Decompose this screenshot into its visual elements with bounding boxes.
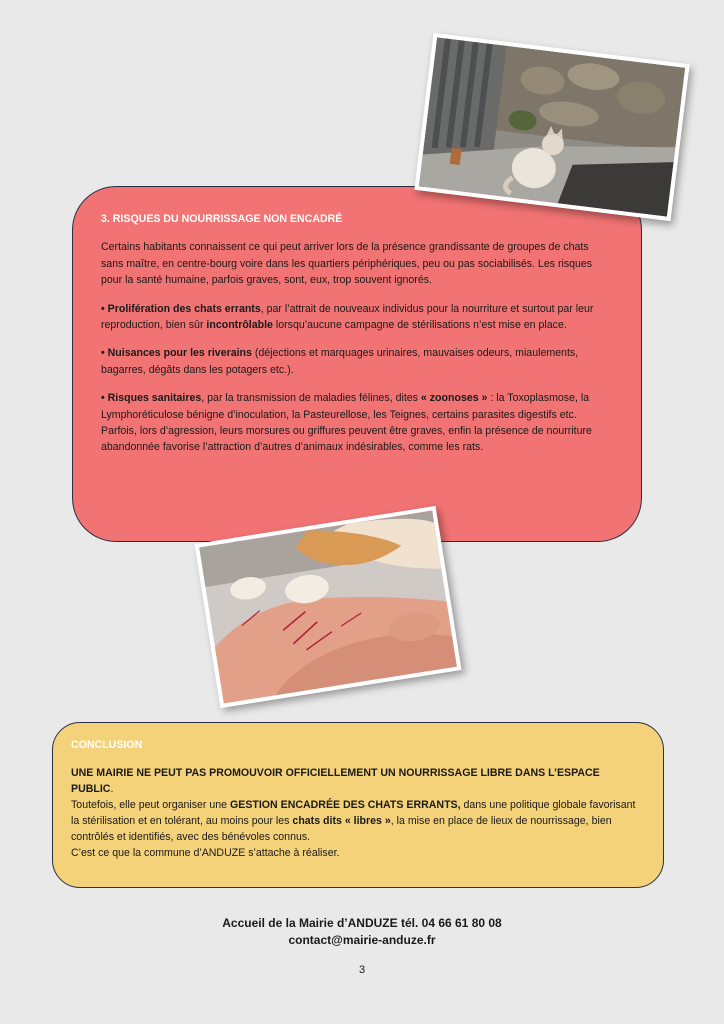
risk-item-nuisances-text: (déjections et marquages urinaires, mauvaises odeurs, miaulements, bagarres, dégâts dans les potagers etc.). [101, 347, 579, 376]
risk-item-nuisances-prefix: • [101, 347, 108, 360]
risk-item-nuisances-title: Nuisances pour les riverains [107, 347, 252, 360]
risk-item-sanitary-title: Risques sanitaires [107, 392, 202, 405]
risk-item-sanitary-prefix: • [101, 392, 108, 405]
risk-item-sanitary-emphasis: « zoonoses » [420, 392, 488, 405]
footer-phone-line: Accueil de la Mairie d’ANDUZE tél. 04 66 61 80 08 [222, 916, 502, 930]
risks-heading: 3. RISQUES DU NOURRISSAGE NON ENCADRÉ [101, 213, 343, 225]
conclusion-section [52, 722, 664, 888]
risk-item-proliferation-emphasis: incontrôlable [206, 319, 273, 332]
conclusion-lead [71, 765, 645, 797]
footer-contact [0, 915, 724, 949]
cat-street-photo [414, 33, 689, 221]
risk-item-proliferation-prefix: • [101, 302, 108, 315]
risk-item-proliferation-text: , par l’attrait de nouveaux individus pour la nourriture et surtout par leur reproduction, bien sûr [101, 302, 594, 332]
conclusion-managed-strays: GESTION ENCADRÉE DES CHATS ERRANTS, [230, 799, 461, 811]
risk-item-sanitary-text: , par la transmission de maladies félines, dites [201, 392, 421, 405]
risk-item-nuisances [101, 345, 613, 378]
conclusion-lead-text: UNE MAIRIE NE PEUT PAS PROMOUVOIR OFFICIELLEMENT UN NOURRISSAGE LIBRE DANS L’ESPACE PUBLIC [71, 767, 600, 795]
risk-item-proliferation-title: Prolifération des chats errants [107, 302, 261, 315]
conclusion-lead-period: . [110, 783, 114, 795]
conclusion-paragraph-part-3: , la mise en place de lieux de nourrissage, bien contrôlés et identifiés, avec des bénévoles connus. [71, 815, 612, 843]
footer-email[interactable]: contact@mairie-anduze.fr [288, 933, 436, 947]
conclusion-heading: CONCLUSION [71, 739, 143, 751]
scratched-hand-illustration [199, 511, 457, 704]
conclusion-free-cats: chats dits « libres » [292, 815, 391, 827]
risks-intro: Certains habitants connaissent ce qui peut arriver lors de la présence grandissante de groupes de chats sans maître, en centre-bourg voire dans les quartiers périphériques, peu ou pas sociabilisés. Les risques pour la santé humaine, parfois graves, sont, eux, trop souvent ignorés. [101, 241, 593, 287]
risk-item-sanitary-text-end: : la Toxoplasmose, la Lymphoréticulose bénigne d’inoculation, la Pasteurellose, les Teignes, certains parasites digestifs etc. Parfois, lors d’agression, leurs morsures ou griffures peuvent être graves, enfin la présence de nourriture abandonnée favorise l’attraction d’autres d’animaux indésirables, comme les rats. [101, 392, 592, 454]
risks-section [72, 186, 642, 542]
conclusion-closing: C’est ce que la commune d’ANDUZE s’attache à réaliser. [71, 847, 340, 859]
conclusion-paragraph-part-1: Toutefois, elle peut organiser une [71, 799, 231, 811]
conclusion-paragraph [71, 797, 645, 845]
risk-item-proliferation [101, 301, 613, 334]
conclusion-paragraph-part-2: dans une politique globale favorisant la stérilisation et en tolérant, au moins pour les [71, 799, 636, 827]
cat-street-illustration [419, 37, 685, 216]
risk-item-proliferation-text-end: lorsqu’aucune campagne de stérilisations n’est mise en place. [272, 319, 567, 332]
page-number: 3 [358, 964, 366, 976]
risk-item-sanitary [101, 390, 613, 456]
